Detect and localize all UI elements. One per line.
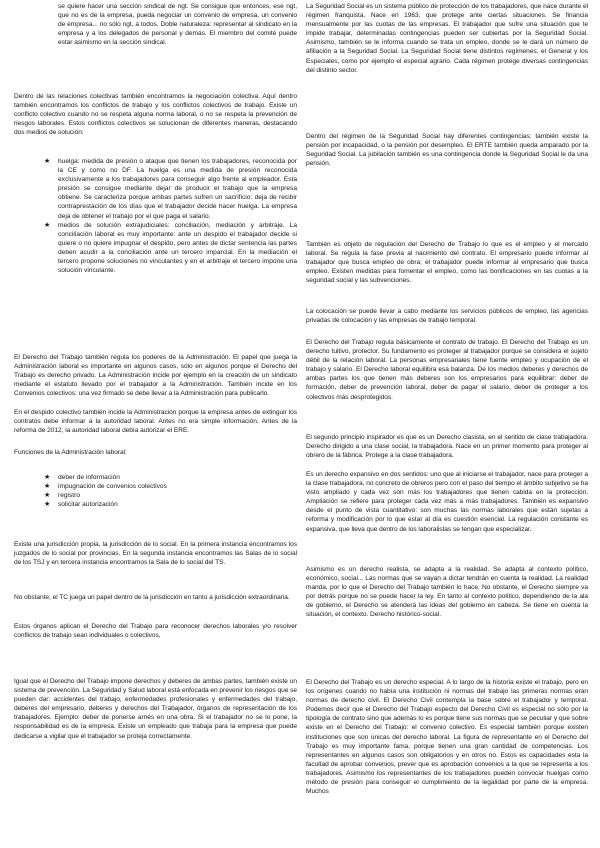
list-item: ★ registro (44, 492, 80, 500)
paragraph: El Derecho del Trabajo regula básicamente el contrato de trabajo. El Derecho del Trabajo es un derecho tuitivo, protector. Su fundamento es proteger al trabajador porque se considera el sujeto débil de la relación laboral. La personas empresariales tiene fuente empleo y ocupación de el trabajo y salario. El Derecho laboral equilibra esa balanza. De los medios deberes y derechos de ambas partes los que tienen más deberes son los empresarios para equilibrar: deber de formación, deber de prevención laboral, deber de pagar el salario, deber de proteger a los colectivos más desprotegidos. (306, 339, 588, 401)
paragraph: Estos órganos aplican el Derecho del Trabajo para reconocer derechos laborales y/o resolver conflictos de trabajo sean individuales o colectivos. (14, 623, 297, 640)
paragraph: se quiere hacer una sección sindical de ngt. Se consigue que entonces, ese ngt, que no es de la empresa, pueda negociar un convenio de empresa, un convenio de empresa... no sólo ngt, a todos. Doble naturaleza: representar al sindicato en la empresa y a los delegados de personal y demás. El miembro del comité puede estar asimismo en la sección sindical. (58, 3, 297, 47)
paragraph: No obstante, el TC juega un papel dentro de la jurisdicción en tanto a jurisdicción extraordinaria. (14, 594, 290, 601)
paragraph: Funciones de la Administración laboral: (14, 449, 127, 456)
paragraph: También es objeto de regulación del Derecho de Trabajo lo que es el empleo y el mercado laboral. Se regula la fase previa al nacimiento del contrato. El empresario puede informar al trabajador que busca empleo de obra; el trabajador puede informar al empresario que busca empleo. Existen medidas para fomentar el empleo, como las bonificaciones en las cuotas a la seguridad social y las subvenciones. (306, 241, 588, 285)
paragraph: La Seguridad Social es un sistema público de protección de los trabajadores, que nace durante el régimen franquista. Nace en 1963, que protege ante ciertas situaciones. Se financia mensualmente por las cuotas de las empresas. El trabajador que sufre una situación que le impide trabajar, determinadas contingencias pueden ser cubiertas por la Seguridad Social. Asimismo, también se le informa cuando se trata un empleo, donde se le dará un número de afiliación a la Seguridad Social. La Seguridad Social tiene distintos regímenes, el General y los Especiales, como por ejemplo el especial agrario. Cada régimen protege diversas contingencias del distinto sector. (306, 3, 588, 74)
paragraph: Dentro de las relaciones colectivas también encontramos la negociación colectiva. Aquí dentro también encontramos los conflictos de trabajo y los conflictos colectivos de trabajo. Existe un conflicto colectivo cuando no se respeta alguna norma laboral, o no se respeta la prevención de riesgos laborales. Estos conflictos colectivos se solucionan de diferentes maneras, destacando dos medios de solución: (14, 93, 297, 137)
star-bullet-icon: ★ (44, 158, 51, 165)
list-item: ★ solicitar autorización (44, 501, 118, 509)
list-item: ★ deber de información (44, 474, 120, 481)
list-item: ★ medios de solución extrajudiciales: conciliación, mediación y arbitraje. La conciliación laboral es muy importante: ante un despido el trabajador decide si quiere o no quiere impugnar el despido, pero antes de dictar sentencia las partes deben acudir a la conciliación ante un tercero imparcial. En la mediación el tercero propone soluciones no vinculantes y en el arbitraje el tercero impone una solución vinculante. (44, 221, 297, 275)
bullet-list (14, 157, 297, 275)
paragraph: El Derecho del Trabajo es un derecho especial. A lo largo de la historia existe el trabajo, pero en los orígenes cuando no había una institución ni normas del trabajo las primeras normas eran normas de derecho civil. El Derecho Civil contempla la base sobre el trabajador y temporal. Podemos decir que el Derecho del Trabajo especto del Derecho Civil es especial no sólo por la tipología de contrato sino que además lo es porque tiene sus normas que se peculiar y que sobre existe en el Derecho del Trabajo: el convenio colectivo. Es especial también porque existen instituciones que son únicas del derecho laboral. La figura de representante en el Derecho del Trabajo es muy importante fama, porque tienen una gran cantidad de competencias. Los representantes en algunos casos son obligatorios y en otros no. Estos es capacidades esta la facultad de aprobar convenios, prever que es aprobación convenios a la que se representa a los trabajadores. Asimismo los representantes de los trabajadores pueden convocar huelgas como método de presión para conseguir el cumplimiento de la legalidad por parte de la empresa. Muchos (306, 679, 588, 796)
star-bullet-icon: ★ (44, 221, 51, 229)
paragraph: Asimismo es un derecho realista, se adapta a la realidad. Se adapta al contexto político, económico, social... Las normas que se vayan a dictar tendrán en cuenta la realidad. La realidad manda, por lo que el Derecho del Trabajo también lo hace. No obstante, el Derecho siempre va por detrás porque no se puede hacer la ley. En tanto al contexto político, dependiendo de la ala de gobierno, el Derecho se atenderá las ideas del gobierno en cabeza. Se tiene en cuenta la situación, el contexto. Derecho histórico-social. (306, 566, 588, 619)
paragraph: En el despido colectivo también incide la Administración porque la empresa antes de extinguir los contratos debe informar a la autoridad laboral. Antes no era simple información. Antes de la reforma de 2012, la autoridad laboral debía autorizar el ERE. (14, 409, 297, 435)
bullet-list (14, 473, 297, 509)
paragraph: La colocación se puede llevar a cabo mediante los servicios públicos de empleo, las agencias privadas de colocación y las empresas de trabajo temporal. (306, 308, 588, 325)
paragraph: Dentro del régimen de la Seguridad Social hay diferentes contingencias: también existe la pensión por incapacidad, o la pensión por desempleo. El ERTE también queda amparado por la Seguridad Social. La jubilación también es una contingencia donde la Seguridad Social le da una pensión. (306, 133, 588, 168)
star-bullet-icon: ★ (44, 483, 51, 491)
list-item: ★ huelga: medida de presión o ataque que tienen los trabajadores, reconocida por la CE y como no DF. La huelga es una medida de presión reconocida exclusivamente a los trabajadores para conseguir algo frente al empleador. Esta presión se consigue mediante dejar de producir el trabajo que la empresa obtiene. Se caracteriza porque ambas partes sufren un sacrificio: deja de recibir contraprestación de los días que el trabajador decide hacer huelga. La empresa deja de obtener el trabajo por el que paga el salario. (44, 158, 297, 220)
star-bullet-icon: ★ (44, 501, 51, 509)
paragraph: Es un derecho expansivo en dos sentidos: uno que al iniciarse el trabajador, nace para proteger a la clase trabajadora, no concreto de obreros pero con el paso del tiempo el ámbito subjetivo se ha visto ampliado y cada vez son más los trabajadores que tienen cabida en la protección. Ampliación se refiere para proteger cada vez más a más trabajadores. También es expansivo desde el punto de vista cuantitativo: son muchas las normas laborales que están sujetas a reforma y modificación por lo que estar al día es cuestión esencial. La regulación constante es expansiva, que lleva que dentro de los laboralistas se tengan que especializar. (306, 471, 588, 533)
star-bullet-icon: ★ (44, 492, 51, 500)
star-bullet-icon: ★ (44, 474, 51, 481)
paragraph: El segundo principio inspirador es que es un Derecho clasista, en el sentido de clase trabajadora. Derecho dirigido a una clase social, la trabajadora. Nace en un primer momento para proteger al obrero de la fábrica. Protege a la clase trabajadora. (306, 434, 588, 460)
list-item: ★ impugnación de convenios colectivos (44, 483, 167, 491)
paragraph: Igual que el Derecho del Trabajo impone derechos y deberes de ambas partes, también existe un sistema de prevención. La Seguridad y Salud laboral está enfocada en prevenir los riesgos que se pueden dar: accidentes del trabajo, enfermedades profesionales y enfermedades del trabajo, deberes del empresario, deberes y derechos del Trabajador, órganos de representación de los trabajadores. Ejemplo: deber de ponerse arnés en una obra. Si el trabajador no se lo pone, la responsabilidad es de la empresa. Existe un empleado que trabaja para la empresa que puede dedicarse a vigilar que el trabajador se proteja correctamente. (14, 678, 297, 740)
paragraph: El Derecho del Trabajo también regula los poderes de la Administración. El papel que juega la Administración laboral es importante en algunos casos, sólo en algunos porque el Derecho del Trabajo es derecho privado. La Administración incide por ejemplo en la creación de un sindicato mediante el estatuto llevado por el trabajador a la Administración. También incide en los Convenios colectivos: una vez firmado se debe llevar a la Administración para publicarlo. (14, 354, 297, 398)
paragraph: Existe una jurisdicción propia, la jurisdicción de lo social. En la primera instancia encontramos los juzgados de lo social por provincias. En la segunda instancia encontramos las Salas de lo social de los TSJ y en tercera instancia encontramos la Sala de lo social del TS. (14, 541, 297, 567)
